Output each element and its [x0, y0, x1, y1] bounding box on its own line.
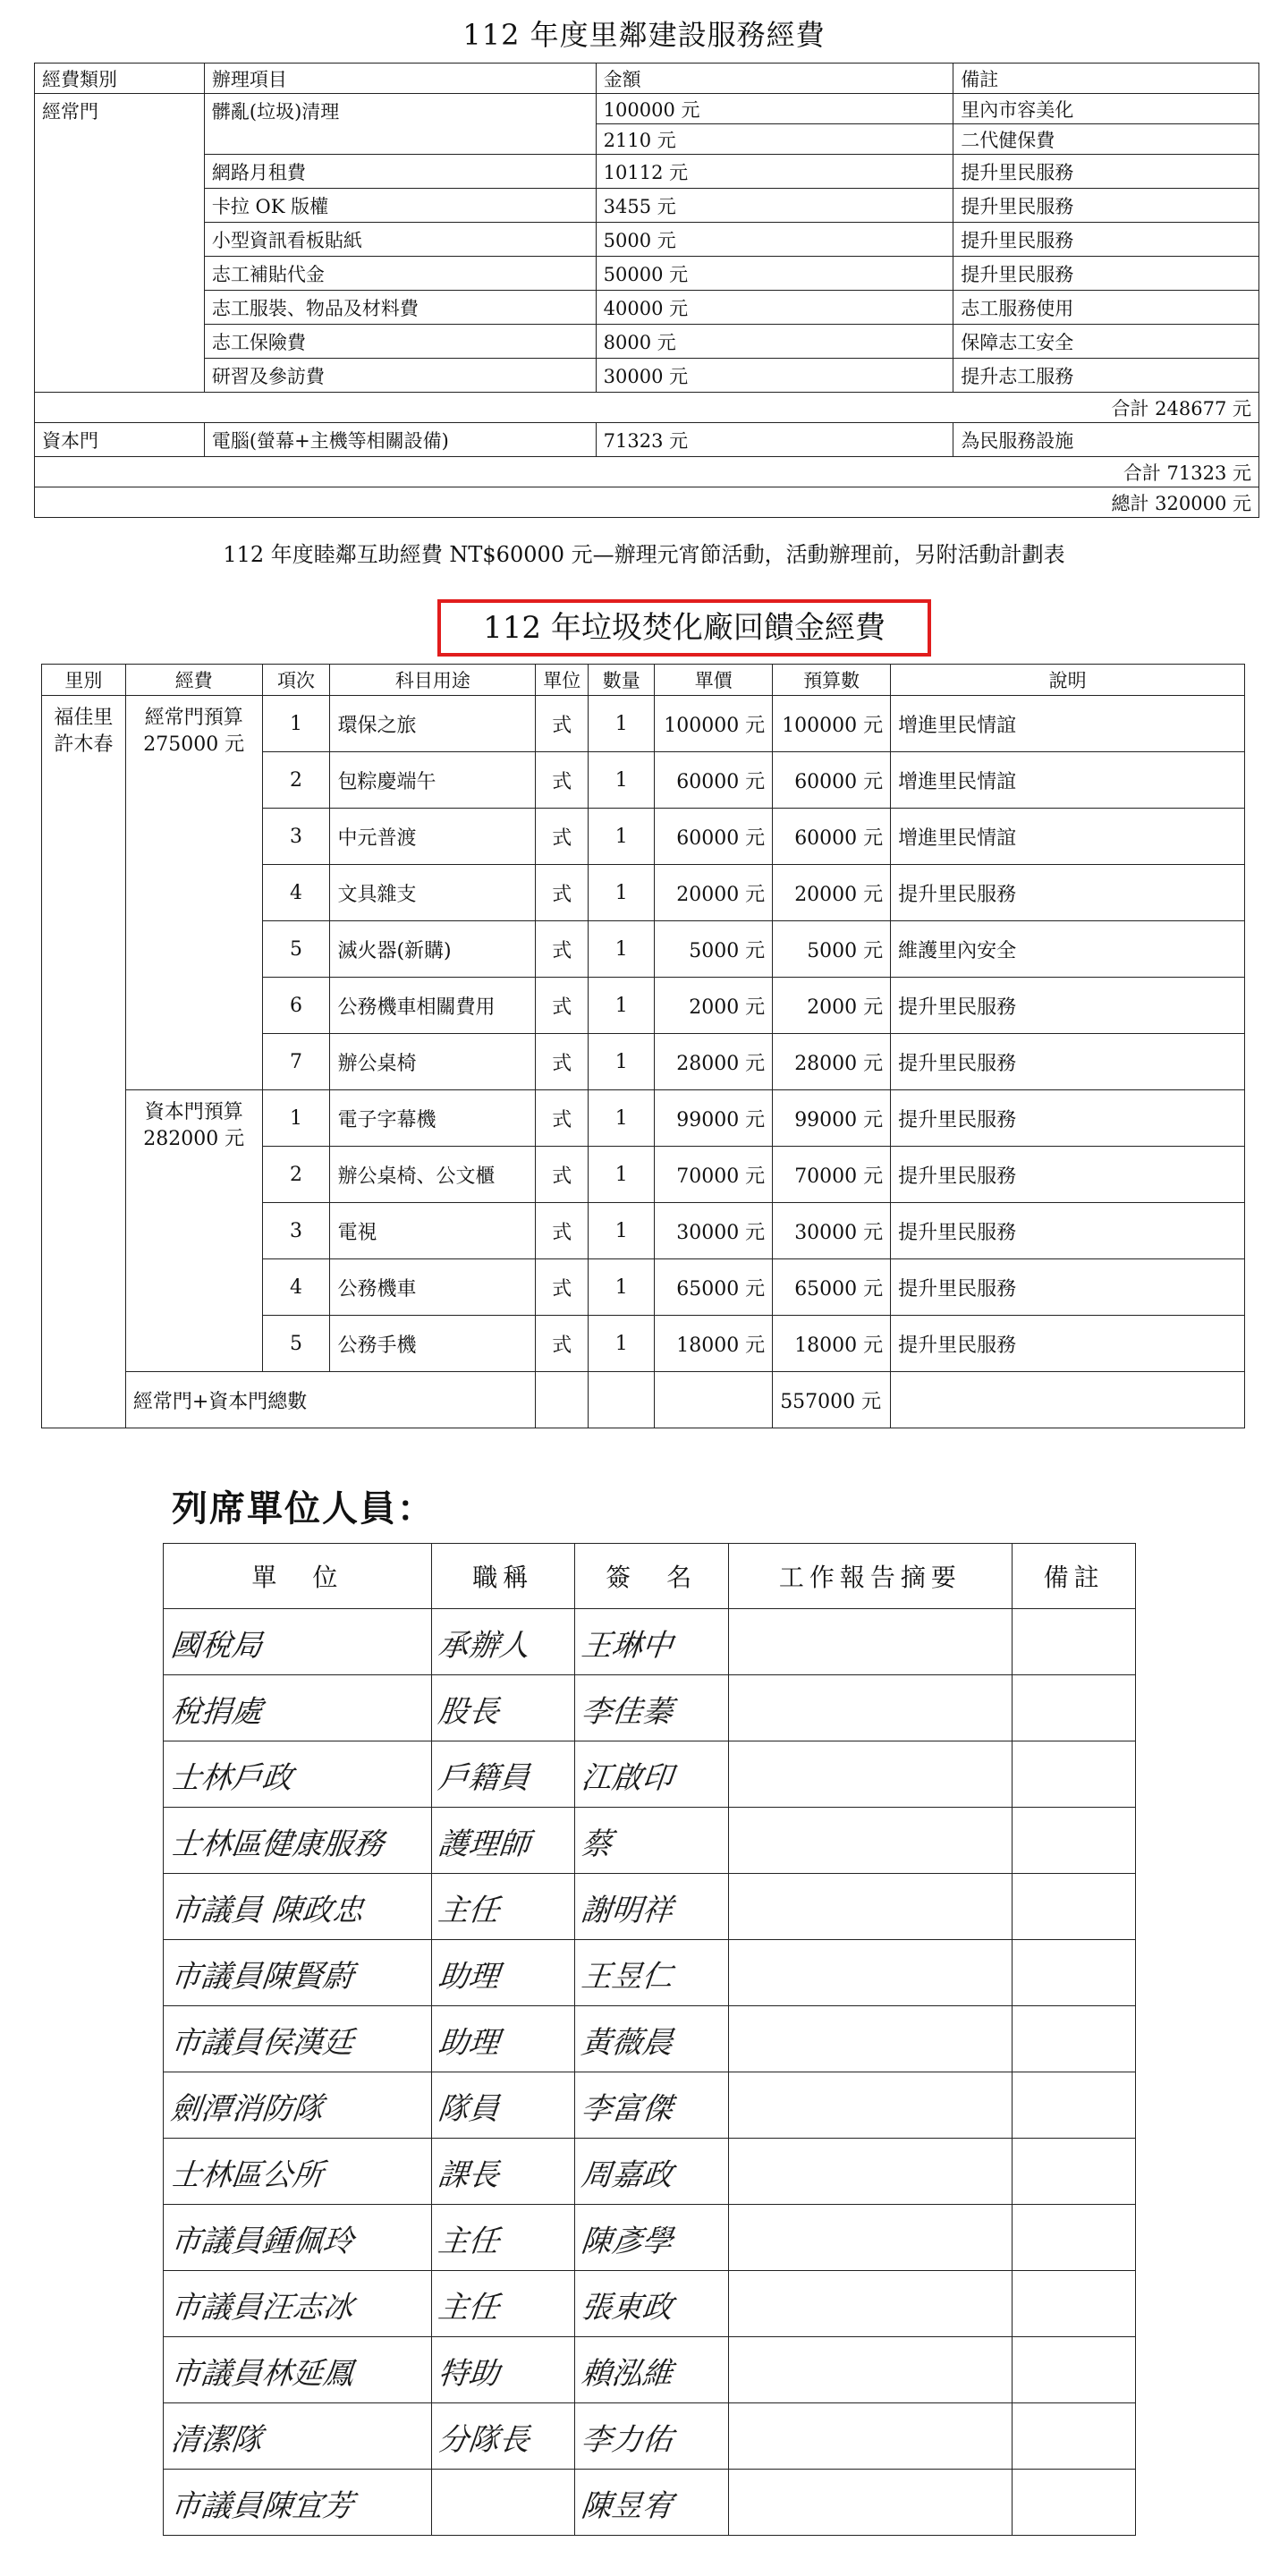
- attendance-row: [164, 2006, 1136, 2072]
- attendance-row: [164, 2139, 1136, 2205]
- total-value-cell: 557000 元: [773, 1372, 891, 1428]
- remarks-cell: [1013, 2006, 1136, 2072]
- description-cell: 提升里民服務: [891, 865, 1245, 921]
- budget-amount-cell: 5000 元: [773, 921, 891, 978]
- remarks-cell: [1013, 2139, 1136, 2205]
- purpose-cell: 滅火器(新購): [330, 921, 536, 978]
- village-cell: 福佳里 許木春: [42, 696, 126, 1428]
- job-title-signature: 主任: [428, 1874, 578, 1940]
- signature-cell: 蔡: [571, 1808, 732, 1874]
- table-row: [35, 359, 1259, 393]
- total-cell: 總計 320000 元: [35, 487, 1259, 518]
- unit-signature: 國稅局: [160, 1609, 436, 1675]
- qty-cell: 1: [589, 1316, 655, 1372]
- description-cell: 提升里民服務: [891, 978, 1245, 1034]
- amount-cell: 100000 元: [596, 94, 953, 124]
- unit-cell: 式: [536, 978, 589, 1034]
- unit-cell: 式: [536, 1259, 589, 1316]
- report-summary-cell: [728, 2403, 1013, 2470]
- column-header: 說明: [891, 665, 1245, 696]
- unit-cell: 式: [536, 1316, 589, 1372]
- qty-cell: 1: [589, 1203, 655, 1259]
- unit-cell: 式: [536, 1034, 589, 1090]
- item-cell: 網路月租費: [204, 155, 596, 189]
- table-row: [35, 291, 1259, 325]
- attendance-row: [164, 1675, 1136, 1741]
- item-cell: 志工服裝、物品及材料費: [204, 291, 596, 325]
- job-title-signature: 隊員: [428, 2072, 578, 2139]
- unit-price-cell: 60000 元: [655, 809, 773, 865]
- purpose-cell: 包粽慶端午: [330, 752, 536, 809]
- remarks-cell: [1013, 1874, 1136, 1940]
- signature-cell: 李富傑: [571, 2072, 732, 2139]
- description-cell: 提升里民服務: [891, 1090, 1245, 1147]
- note-cell: 提升里民服務: [953, 257, 1259, 291]
- subtotal-row: [35, 457, 1259, 487]
- qty-cell: 1: [589, 1034, 655, 1090]
- item-cell: 電腦(螢幕+主機等相關設備): [204, 423, 596, 457]
- unit-signature: 市議員林延鳳: [160, 2337, 436, 2403]
- note-cell: 提升志工服務: [953, 359, 1259, 393]
- budget-amount-cell: 2000 元: [773, 978, 891, 1034]
- table-row: [35, 189, 1259, 223]
- unit-price-cell: 30000 元: [655, 1203, 773, 1259]
- report-summary-cell: [728, 1741, 1013, 1808]
- budget-amount-cell: 18000 元: [773, 1316, 891, 1372]
- column-header: 辦理項目: [204, 64, 596, 94]
- description-cell: 提升里民服務: [891, 1147, 1245, 1203]
- signature-cell: 張東政: [571, 2271, 732, 2337]
- attendance-title: 列席單位人員：: [172, 1488, 435, 1530]
- unit-price-cell: 28000 元: [655, 1034, 773, 1090]
- budget-amount-cell: 60000 元: [773, 809, 891, 865]
- unit-price-cell: 5000 元: [655, 921, 773, 978]
- job-title-signature: 股長: [428, 1675, 578, 1741]
- remarks-cell: [1013, 2403, 1136, 2470]
- table-row: [35, 94, 1259, 124]
- budget-table-title: 112 年度里鄰建設服務經費: [462, 18, 826, 52]
- budget-amount-cell: 28000 元: [773, 1034, 891, 1090]
- column-header: 備註: [953, 64, 1259, 94]
- unit-cell: 式: [536, 809, 589, 865]
- note-cell: 提升里民服務: [953, 223, 1259, 257]
- report-summary-cell: [728, 2271, 1013, 2337]
- note-cell: 保障志工安全: [953, 325, 1259, 359]
- remarks-cell: [1013, 1808, 1136, 1874]
- attendance-row: [164, 1741, 1136, 1808]
- column-header: 職稱: [431, 1544, 574, 1609]
- job-title-signature: [428, 2470, 578, 2536]
- amount-cell: 40000 元: [596, 291, 953, 325]
- remarks-cell: [1013, 1940, 1136, 2006]
- column-header: 單 位: [164, 1544, 432, 1609]
- amount-cell: 30000 元: [596, 359, 953, 393]
- unit-cell: 式: [536, 1090, 589, 1147]
- attendance-row: [164, 2072, 1136, 2139]
- report-summary-cell: [728, 1675, 1013, 1741]
- report-summary-cell: [728, 1874, 1013, 1940]
- qty-cell: 1: [589, 1090, 655, 1147]
- description-cell: 增進里民情誼: [891, 752, 1245, 809]
- attendance-row: [164, 1808, 1136, 1874]
- table-row: [35, 155, 1259, 189]
- unit-signature: 市議員汪志冰: [160, 2271, 436, 2337]
- qty-cell: 1: [589, 921, 655, 978]
- item-no-cell: 1: [262, 1090, 330, 1147]
- job-title-signature: 分隊長: [428, 2403, 578, 2470]
- job-title-signature: 承辦人: [428, 1609, 578, 1675]
- report-summary-cell: [728, 2470, 1013, 2536]
- unit-price-cell: 100000 元: [655, 696, 773, 752]
- column-header: 單位: [536, 665, 589, 696]
- item-no-cell: 2: [262, 1147, 330, 1203]
- amount-cell: 3455 元: [596, 189, 953, 223]
- job-title-signature: 戶籍員: [428, 1741, 578, 1808]
- unit-price-cell: 65000 元: [655, 1259, 773, 1316]
- empty-cell: [891, 1372, 1245, 1428]
- item-no-cell: 3: [262, 809, 330, 865]
- amount-cell: 5000 元: [596, 223, 953, 257]
- report-summary-cell: [728, 2205, 1013, 2271]
- unit-cell: 式: [536, 752, 589, 809]
- table-row: [35, 223, 1259, 257]
- unit-cell: 式: [536, 921, 589, 978]
- column-header: 工作報告摘要: [728, 1544, 1013, 1609]
- attendance-row: [164, 2403, 1136, 2470]
- item-cell: 小型資訊看板貼紙: [204, 223, 596, 257]
- total-row: [35, 487, 1259, 518]
- incinerator-table: [41, 664, 1245, 1428]
- budget-table: [34, 63, 1259, 518]
- unit-cell: 式: [536, 865, 589, 921]
- qty-cell: 1: [589, 865, 655, 921]
- report-summary-cell: [728, 2337, 1013, 2403]
- item-cell: 研習及參訪費: [204, 359, 596, 393]
- item-no-cell: 4: [262, 865, 330, 921]
- note-cell: 提升里民服務: [953, 155, 1259, 189]
- unit-signature: 士林區健康服務: [160, 1808, 436, 1874]
- qty-cell: 1: [589, 1147, 655, 1203]
- description-cell: 提升里民服務: [891, 1316, 1245, 1372]
- signature-cell: 陳彥學: [571, 2205, 732, 2271]
- report-summary-cell: [728, 2072, 1013, 2139]
- job-title-signature: 特助: [428, 2337, 578, 2403]
- purpose-cell: 電子字幕機: [330, 1090, 536, 1147]
- attendance-row: [164, 1874, 1136, 1940]
- empty-cell: [655, 1372, 773, 1428]
- amount-cell: 50000 元: [596, 257, 953, 291]
- budget-amount-cell: 100000 元: [773, 696, 891, 752]
- job-title-signature: 主任: [428, 2271, 578, 2337]
- signature-cell: 李力佑: [571, 2403, 732, 2470]
- purpose-cell: 辦公桌椅: [330, 1034, 536, 1090]
- column-header: 預算數: [773, 665, 891, 696]
- column-header: 科目用途: [330, 665, 536, 696]
- item-cell: 髒亂(垃圾)清理: [204, 94, 596, 155]
- qty-cell: 1: [589, 978, 655, 1034]
- remarks-cell: [1013, 2271, 1136, 2337]
- item-no-cell: 3: [262, 1203, 330, 1259]
- table-header-row: [35, 64, 1259, 94]
- column-header: 經費類別: [35, 64, 205, 94]
- empty-cell: [536, 1372, 589, 1428]
- signature-cell: 江啟印: [571, 1741, 732, 1808]
- unit-signature: 士林戶政: [160, 1741, 436, 1808]
- budget-amount-cell: 20000 元: [773, 865, 891, 921]
- description-cell: 維護里內安全: [891, 921, 1245, 978]
- attendance-row: [164, 1940, 1136, 2006]
- table-row: [35, 257, 1259, 291]
- unit-price-cell: 20000 元: [655, 865, 773, 921]
- remarks-cell: [1013, 1675, 1136, 1741]
- attendance-table: [163, 1543, 1136, 2536]
- qty-cell: 1: [589, 752, 655, 809]
- report-summary-cell: [728, 2139, 1013, 2205]
- purpose-cell: 環保之旅: [330, 696, 536, 752]
- unit-price-cell: 70000 元: [655, 1147, 773, 1203]
- remarks-cell: [1013, 2470, 1136, 2536]
- purpose-cell: 文具雜支: [330, 865, 536, 921]
- note-cell: 里內市容美化: [953, 94, 1259, 124]
- table-header-row: [42, 665, 1245, 696]
- item-no-cell: 4: [262, 1259, 330, 1316]
- remarks-cell: [1013, 2072, 1136, 2139]
- signature-cell: 陳昱宥: [571, 2470, 732, 2536]
- signature-cell: 李佳蓁: [571, 1675, 732, 1741]
- report-summary-cell: [728, 2006, 1013, 2072]
- budget-amount-cell: 30000 元: [773, 1203, 891, 1259]
- signature-cell: 謝明祥: [571, 1874, 732, 1940]
- item-no-cell: 6: [262, 978, 330, 1034]
- purpose-cell: 辦公桌椅、公文櫃: [330, 1147, 536, 1203]
- column-header: 金額: [596, 64, 953, 94]
- purpose-cell: 公務機車: [330, 1259, 536, 1316]
- purpose-cell: 中元普渡: [330, 809, 536, 865]
- unit-cell: 式: [536, 1147, 589, 1203]
- table-header-row: [164, 1544, 1136, 1609]
- mutual-aid-note: 112 年度睦鄰互助經費 NT$60000 元—辦理元宵節活動，活動辦理前，另附活動計劃表: [223, 542, 1065, 567]
- subtotal-cell: 合計 248677 元: [35, 393, 1259, 423]
- column-header: 簽 名: [574, 1544, 728, 1609]
- column-header: 數量: [589, 665, 655, 696]
- remarks-cell: [1013, 2337, 1136, 2403]
- unit-price-cell: 18000 元: [655, 1316, 773, 1372]
- amount-cell: 10112 元: [596, 155, 953, 189]
- amount-cell: 8000 元: [596, 325, 953, 359]
- qty-cell: 1: [589, 809, 655, 865]
- item-no-cell: 2: [262, 752, 330, 809]
- signature-cell: 王昱仁: [571, 1940, 732, 2006]
- column-header: 備註: [1013, 1544, 1136, 1609]
- attendance-row: [164, 2271, 1136, 2337]
- job-title-signature: 助理: [428, 1940, 578, 2006]
- column-header: 經費: [125, 665, 262, 696]
- unit-signature: 清潔隊: [160, 2403, 436, 2470]
- unit-signature: 士林區公所: [160, 2139, 436, 2205]
- unit-price-cell: 60000 元: [655, 752, 773, 809]
- job-title-signature: 護理師: [428, 1808, 578, 1874]
- report-summary-cell: [728, 1609, 1013, 1675]
- job-title-signature: 課長: [428, 2139, 578, 2205]
- attendance-row: [164, 2337, 1136, 2403]
- note-cell: 為民服務設施: [953, 423, 1259, 457]
- item-no-cell: 1: [262, 696, 330, 752]
- description-cell: 增進里民情誼: [891, 809, 1245, 865]
- attendance-row: [164, 2205, 1136, 2271]
- signature-cell: 王琳中: [571, 1609, 732, 1675]
- budget-amount-cell: 65000 元: [773, 1259, 891, 1316]
- table-row: [42, 696, 1245, 752]
- attendance-row: [164, 1609, 1136, 1675]
- unit-signature: 市議員陳宜芳: [160, 2470, 436, 2536]
- item-no-cell: 5: [262, 921, 330, 978]
- job-title-signature: 助理: [428, 2006, 578, 2072]
- qty-cell: 1: [589, 1259, 655, 1316]
- category-cell: 經常門: [35, 94, 205, 393]
- unit-signature: 市議員 陳政忠: [160, 1874, 436, 1940]
- budget-group-cell: 經常門預算 275000 元: [125, 696, 262, 1090]
- item-cell: 卡拉 OK 版權: [204, 189, 596, 223]
- unit-cell: 式: [536, 696, 589, 752]
- unit-price-cell: 2000 元: [655, 978, 773, 1034]
- report-summary-cell: [728, 1940, 1013, 2006]
- description-cell: 增進里民情誼: [891, 696, 1245, 752]
- item-no-cell: 7: [262, 1034, 330, 1090]
- total-label-cell: 經常門+資本門總數: [125, 1372, 535, 1428]
- unit-price-cell: 99000 元: [655, 1090, 773, 1147]
- table-row: [35, 325, 1259, 359]
- unit-cell: 式: [536, 1203, 589, 1259]
- table-row: [35, 423, 1259, 457]
- budget-amount-cell: 60000 元: [773, 752, 891, 809]
- description-cell: 提升里民服務: [891, 1203, 1245, 1259]
- item-no-cell: 5: [262, 1316, 330, 1372]
- amount-cell: 71323 元: [596, 423, 953, 457]
- qty-cell: 1: [589, 696, 655, 752]
- note-cell: 志工服務使用: [953, 291, 1259, 325]
- unit-signature: 稅捐處: [160, 1675, 436, 1741]
- item-cell: 志工補貼代金: [204, 257, 596, 291]
- signature-cell: 周嘉政: [571, 2139, 732, 2205]
- unit-signature: 市議員侯漢廷: [160, 2006, 436, 2072]
- unit-signature: 市議員陳賢蔚: [160, 1940, 436, 2006]
- incinerator-table-title: 112 年垃圾焚化廠回饋金經費: [437, 599, 931, 657]
- remarks-cell: [1013, 2205, 1136, 2271]
- note-cell: 二代健保費: [953, 124, 1259, 155]
- remarks-cell: [1013, 1741, 1136, 1808]
- signature-cell: 賴泓維: [571, 2337, 732, 2403]
- signature-cell: 黃薇晨: [571, 2006, 732, 2072]
- category-cell: 資本門: [35, 423, 205, 457]
- attendance-row: [164, 2470, 1136, 2536]
- item-cell: 志工保險費: [204, 325, 596, 359]
- note-cell: 提升里民服務: [953, 189, 1259, 223]
- column-header: 里別: [42, 665, 126, 696]
- remarks-cell: [1013, 1609, 1136, 1675]
- unit-signature: 劍潭消防隊: [160, 2072, 436, 2139]
- budget-amount-cell: 70000 元: [773, 1147, 891, 1203]
- subtotal-row: [35, 393, 1259, 423]
- purpose-cell: 公務手機: [330, 1316, 536, 1372]
- report-summary-cell: [728, 1808, 1013, 1874]
- empty-cell: [589, 1372, 655, 1428]
- subtotal-cell: 合計 71323 元: [35, 457, 1259, 487]
- purpose-cell: 電視: [330, 1203, 536, 1259]
- column-header: 單價: [655, 665, 773, 696]
- purpose-cell: 公務機車相關費用: [330, 978, 536, 1034]
- column-header: 項次: [262, 665, 330, 696]
- description-cell: 提升里民服務: [891, 1034, 1245, 1090]
- total-row: [42, 1372, 1245, 1428]
- table-row: [42, 1090, 1245, 1147]
- amount-cell: 2110 元: [596, 124, 953, 155]
- unit-signature: 市議員鍾佩玲: [160, 2205, 436, 2271]
- budget-group-cell: 資本門預算 282000 元: [125, 1090, 262, 1372]
- description-cell: 提升里民服務: [891, 1259, 1245, 1316]
- budget-amount-cell: 99000 元: [773, 1090, 891, 1147]
- job-title-signature: 主任: [428, 2205, 578, 2271]
